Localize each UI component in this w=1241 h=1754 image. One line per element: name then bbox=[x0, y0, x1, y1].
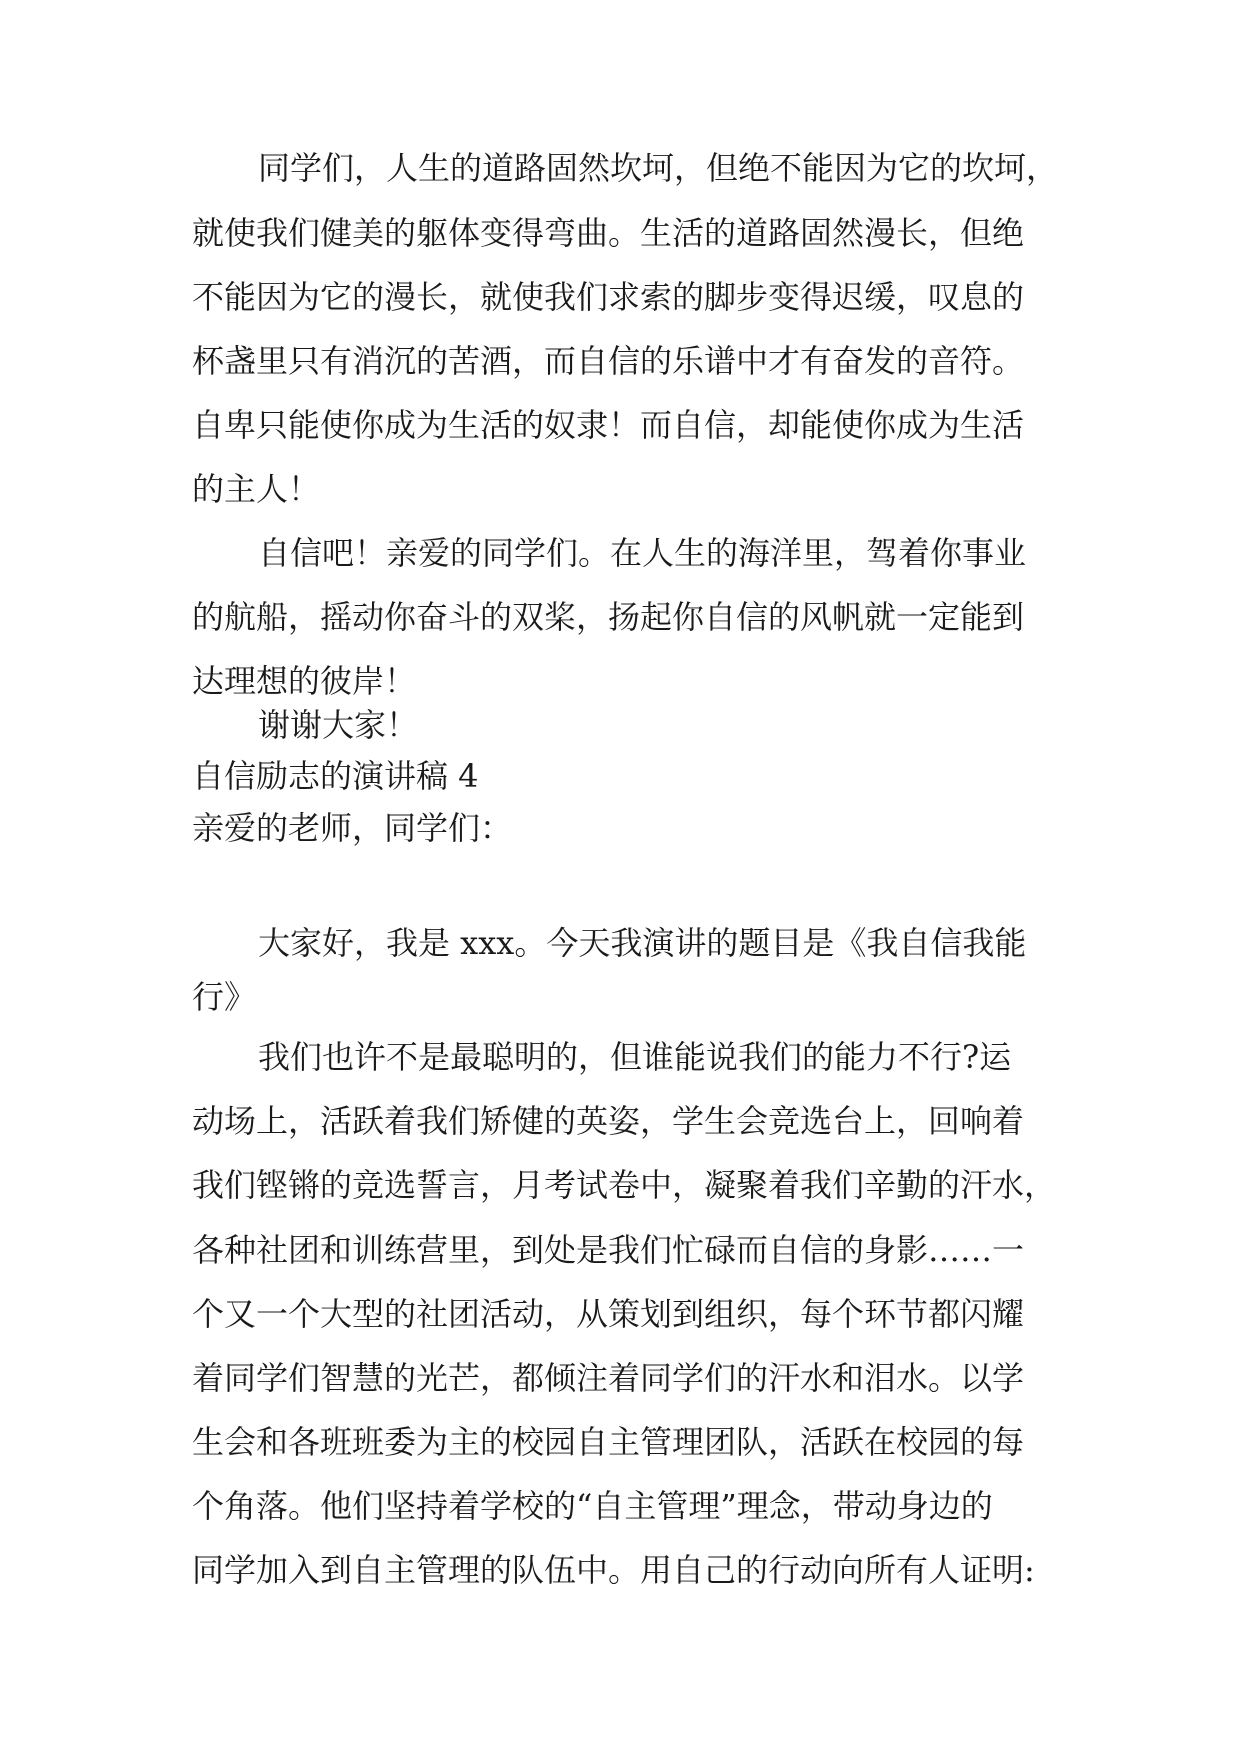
paragraph-1-line-4: 杯盏里只有消沉的苦酒，而自信的乐谱中才有奋发的音符。 bbox=[192, 342, 1025, 380]
paragraph-1-line-6: 的主人！ bbox=[192, 470, 321, 508]
paragraph-4-line-9: 同学加入到自主管理的队伍中。用自己的行动向所有人证明: bbox=[192, 1551, 1035, 1589]
paragraph-1-line-1: 同学们，人生的道路固然坎坷，但绝不能因为它的坎坷， bbox=[258, 149, 1059, 187]
paragraph-2-line-3: 达理想的彼岸！ bbox=[192, 662, 417, 700]
section-title: 自信励志的演讲稿 4 bbox=[192, 757, 479, 795]
paragraph-4-line-8: 个角落。他们坚持着学校的“自主管理”理念，带动身边的 bbox=[192, 1487, 993, 1525]
paragraph-4-line-7: 生会和各班班委为主的校园自主管理团队，活跃在校园的每 bbox=[192, 1423, 1025, 1461]
paragraph-1-line-3: 不能因为它的漫长，就使我们求索的脚步变得迟缓，叹息的 bbox=[192, 278, 1025, 316]
paragraph-1-line-2: 就使我们健美的躯体变得弯曲。生活的道路固然漫长，但绝 bbox=[192, 214, 1025, 252]
paragraph-4-line-5: 个又一个大型的社团活动，从策划到组织，每个环节都闪耀 bbox=[192, 1295, 1025, 1333]
paragraph-2-line-1: 自信吧！亲爱的同学们。在人生的海洋里，驾着你事业 bbox=[258, 534, 1027, 572]
salutation: 亲爱的老师，同学们： bbox=[192, 809, 513, 847]
thanks-line: 谢谢大家！ bbox=[258, 706, 419, 744]
paragraph-1-line-5: 自卑只能使你成为生活的奴隶！而自信，却能使你成为生活 bbox=[192, 406, 1025, 444]
paragraph-4-line-4: 各种社团和训练营里，到处是我们忙碌而自信的身影……一 bbox=[192, 1231, 1025, 1269]
paragraph-3-line-1: 大家好，我是 xxx。今天我演讲的题目是《我自信我能 bbox=[258, 924, 1027, 962]
paragraph-4-line-3: 我们铿锵的竞选誓言，月考试卷中，凝聚着我们辛勤的汗水， bbox=[192, 1166, 1057, 1204]
paragraph-4-line-1: 我们也许不是最聪明的，但谁能说我们的能力不行?运 bbox=[258, 1038, 1012, 1076]
paragraph-4-line-6: 着同学们智慧的光芒，都倾注着同学们的汗水和泪水。以学 bbox=[192, 1359, 1025, 1397]
paragraph-3-line-2: 行》 bbox=[192, 978, 257, 1016]
paragraph-4-line-2: 动场上，活跃着我们矫健的英姿，学生会竞选台上，回响着 bbox=[192, 1102, 1025, 1140]
paragraph-2-line-2: 的航船，摇动你奋斗的双桨，扬起你自信的风帆就一定能到 bbox=[192, 598, 1025, 636]
